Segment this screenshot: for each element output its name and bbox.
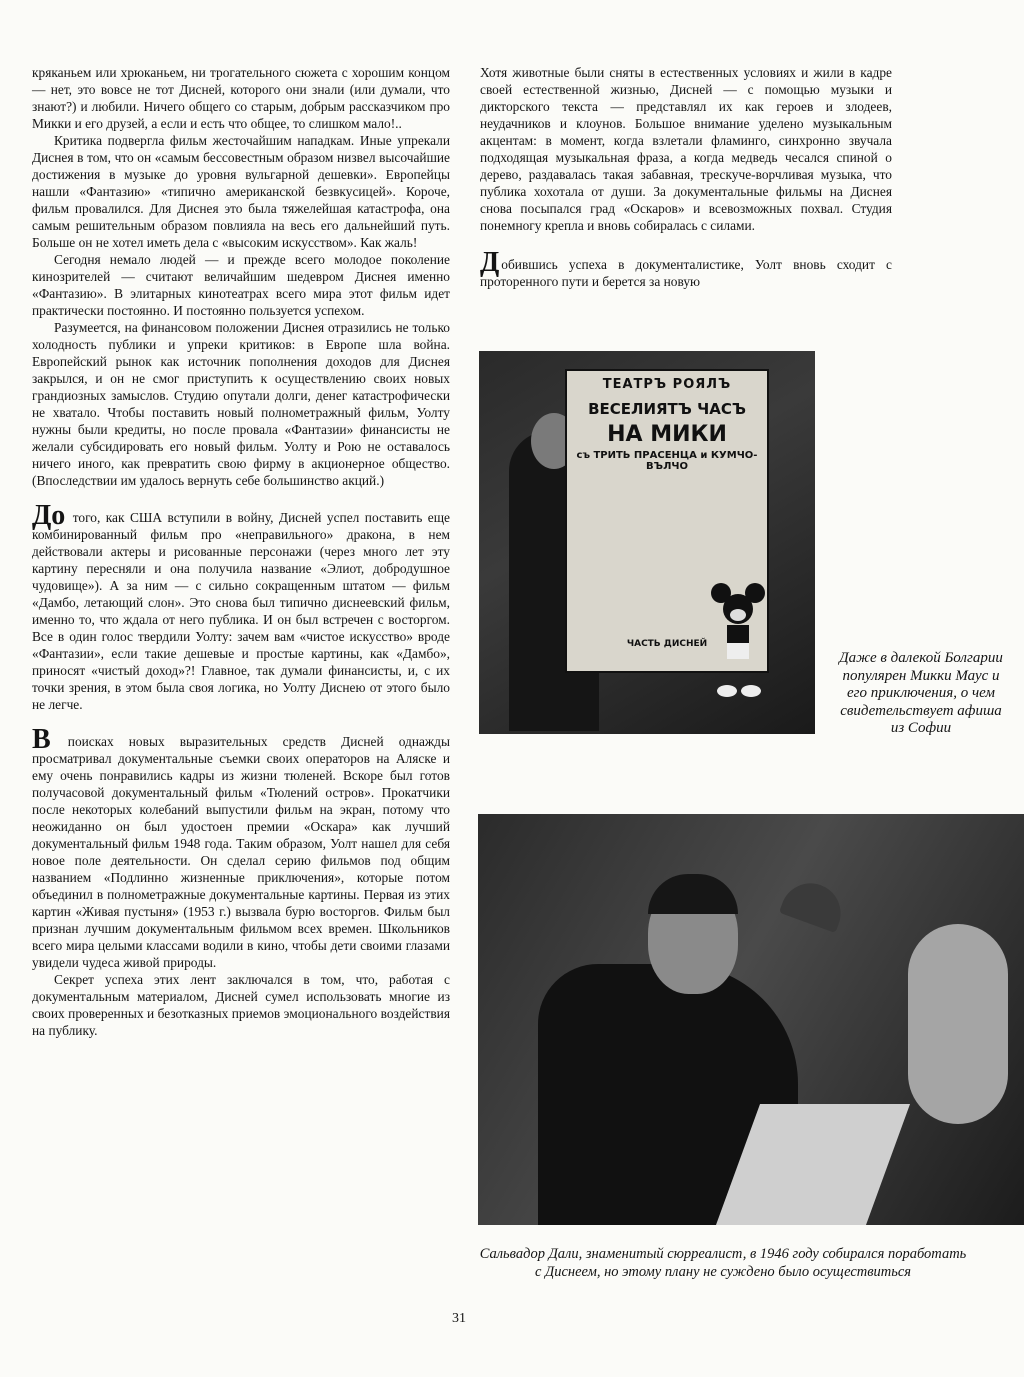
section-text: обившись успеха в документалистике, Уолт вновь сходит с проторенного пути и берется за новую xyxy=(480,257,892,289)
dali-photo xyxy=(478,814,1024,1225)
page-number: 31 xyxy=(452,1311,466,1326)
paragraph: Сегодня немало людей — и прежде всего молодое поколение кинозрителей — считают величайшим шедевром Диснея именно «Фантазию». В элитарных кинотеатрах всего мира этот фильм идет практически постоянно. И постоянно пользуется успехом. xyxy=(32,252,450,318)
lamp-icon xyxy=(779,875,849,933)
mickey-mouse-figure xyxy=(709,581,767,701)
hair xyxy=(648,874,738,914)
section-text: того, как США вступили в войну, Дисней успел поставить еще комбинированный фильм про «неправильного» дракона, в нем действовали актеры и рисованные персонажи (через много лет эту картину пересняли и она получила название «Элиот, добродушное чудовище»). А за ним — с сильно сокращенным штатом — фильм «Дамбо, летающий слон». Это снова был типично диснеевский фильм, именно то, что ждала от него публика. И он был встречен с восторгом. Все в один голос твердили Уолту: зачем вам «чистое искусство» вроде «Фантазии», если такие дешевые и простые картины, как «Дамбо», приносят «чистый доход»?! Главное, так думали финансисты, и, с их точки зрения, в этом была своя логика, но Уолту Диснею от этого было не легче. xyxy=(32,510,450,712)
caption-dali: Сальвадор Дали, знаменитый сюрреалист, в 1946 году собирался поработать с Диснеем, но этому плану не суждено было осуществиться xyxy=(479,1246,967,1280)
right-text-column xyxy=(480,64,892,290)
poster-footer: ЧАСТЬ ДИСНЕЙ xyxy=(626,639,708,649)
paragraph: кряканьем или хрюканьем, ни трогательного сюжета с хорошим концом — нет, это вовсе не тот Дисней, которого они знали (или думали, что знают?) и любили. Ничего общего со старым, добрым рассказчиком про Микки и его друзей, а если и есть что общее, то слишком мало!.. xyxy=(32,65,450,131)
left-text-column xyxy=(32,64,450,1039)
section-paragraph xyxy=(32,500,450,713)
drop-cap: Д xyxy=(480,247,500,278)
section-text: поисках новых выразительных средств Дисней однажды просматривал документальные съемки своих операторов на Аляске и ему очень понравились кадры из жизни тюленей. Вскоре был готов получасовой документальный фильм «Тюлений остров». Прокатчики после некоторых колебаний выпустили фильм на экран, потому что неожиданно он был удостоен премии «Оскара» как лучший документальный фильм 1948 года. Таким образом, Уолт нашел для себя новое поле деятельности. Он сделал серию фильмов под общим названием «Подлинно жизненные приключения», которые потом объединил в полнометражные документальные картины. Первая из этих картин «Живая пустыня» (1953 г.) вызвала бурю восторгов. Фильм был признан лучшим документальным фильмом всех времен. Школьников всего мира целыми классами водили в кино, чтобы дети своими глазами увидели чудеса живой природы. xyxy=(32,734,450,970)
paragraph: Секрет успеха этих лент заключался в том, что, работая с документальным материалом, Дисней сумел использовать многие из своих проверенных и безотказных приемов эмоционального воздействия на публику. xyxy=(32,972,450,1038)
paragraph: Разумеется, на финансовом положении Диснея отразились не только холодность публики и упреки критиков: в Европе шла война. Европейский рынок как источник пополнения доходов для Диснея закрылся, и он не смог приступить к осуществлению своих новых грандиозных замыслов. Студию опутали долги, денег катастрофически не хватало. Чтобы поставить новый полнометражный фильм, Уолту нужны были кредиты, но после провала «Фантазии» финансисты не желали субсидировать его новый фильм. Уолту и Рою не оставалось ничего иного, как превратить свою фирму в акционерное общество. (Впоследствии им удалось вернуть себе большинство акций.) xyxy=(32,320,450,488)
section-paragraph xyxy=(32,724,450,971)
sculpture xyxy=(908,924,1008,1124)
paragraph: Хотя животные были сняты в естественных условиях и жили в кадре своей естественной жизнью, Дисней — с помощью музыки и дикторского текста — представлял их как героев и злодеев, неудачников и клоунов. Большое внимание уделено музыкальным акцентам: в момент, когда взлетали фламинго, синхронно звучала подходящая музыкальная фраза, а когда медведь чесался спиной о дерево, раздавалась такая забавная, трескуче-ворчливая музыка, что публика хохотала от души. За документальные фильмы на Диснея снова посыпался град «Оскаров» и всевозможных похвал. Студия понемногу крепла и вновь собиралась с силами. xyxy=(480,65,892,233)
poster-title-main: НА МИКИ xyxy=(607,422,727,447)
caption-poster: Даже в далекой Болгарии популярен Микки Маус и его приключения, о чем свидетельствует афиша из Софии xyxy=(839,650,1003,736)
section-paragraph xyxy=(480,247,892,290)
drop-cap: В xyxy=(32,724,51,755)
poster-subtitle: съ ТРИТЬ ПРАСЕНЦА и КУМЧО-ВЪЛЧО xyxy=(576,450,758,472)
poster-title: ВЕСЕЛИЯТЪ ЧАСЪ xyxy=(588,400,746,418)
drop-cap: До xyxy=(32,500,66,531)
poster-theatre: ТЕАТРЪ РОЯЛЪ xyxy=(602,377,732,392)
poster-photo xyxy=(479,351,815,734)
paragraph: Критика подвергла фильм жесточайшим нападкам. Иные упрекали Диснея в том, что он «самым бессовестным образом низвел высочайшие достижения в музыке до уровня вульгарной дешевки». Европейцы нашли «Фантазию» «типично американской безвкусицей». Короче, фильм провалился. Для Диснея это была тяжелейшая катастрофа, она самым решительным образом повлияла на весь его дальнейший путь. Больше он не хотел иметь дела с «высоким искусством». Как жаль! xyxy=(32,133,450,250)
